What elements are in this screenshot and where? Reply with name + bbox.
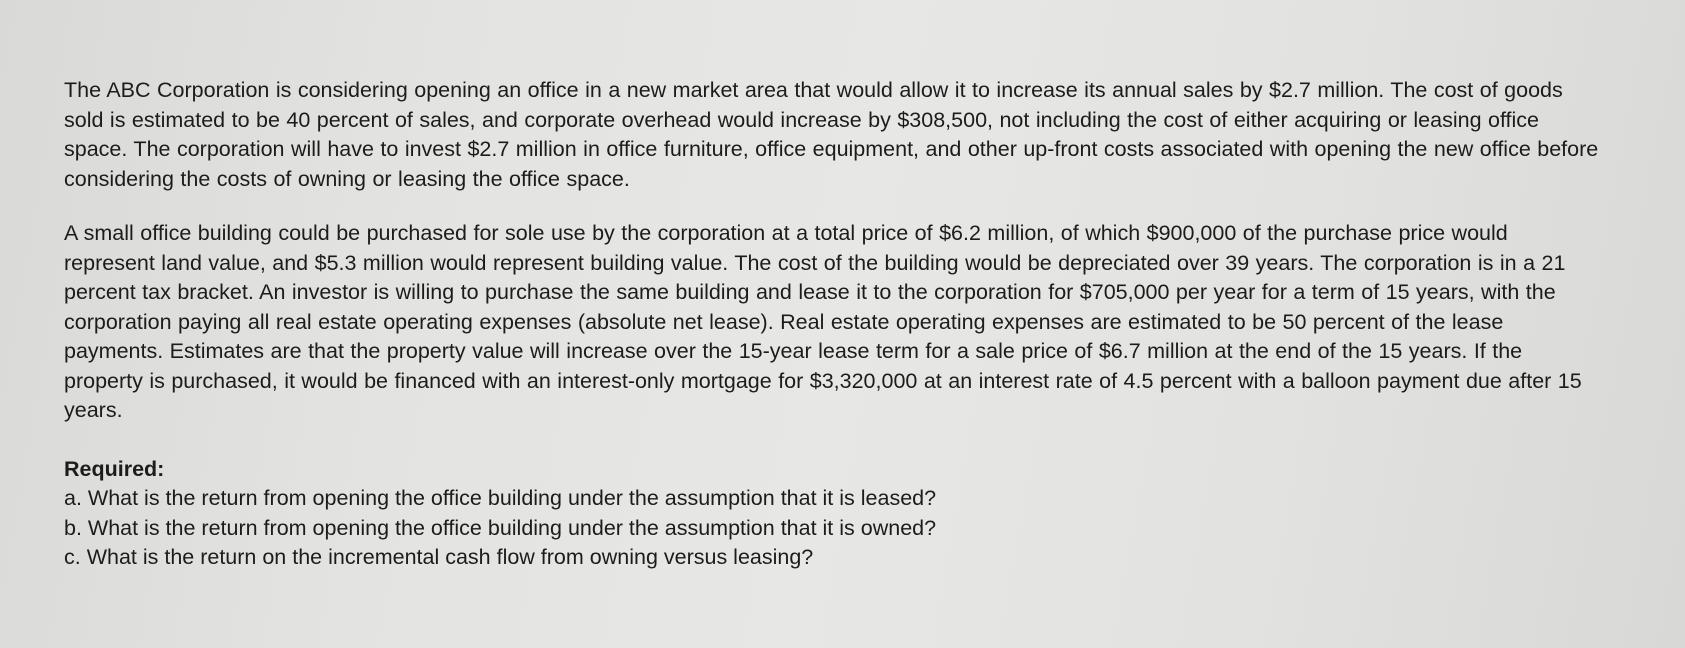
- question-a: a. What is the return from opening the office building under the assumption that it is leased?: [64, 486, 937, 510]
- paragraph-scenario: The ABC Corporation is considering opening an office in a new market area that would allow it to increase its annual sales by $2.7 million. The cost of goods sold is estimated to be 40 percent of sales, and corporate overhead would increase by $308,500, not including the cost of either acquiring or leasing office space. The corporation will have to invest $2.7 million in office furniture, office equipment, and other up-front costs associated with opening the new office before considering the costs of owning or leasing the office space.: [64, 78, 1599, 191]
- required-section: [64, 455, 1604, 573]
- question-list: [64, 484, 1604, 573]
- required-heading: Required:: [64, 456, 165, 481]
- problem-text: [64, 76, 1604, 573]
- question-c: c. What is the return on the incremental cash flow from owning versus leasing?: [64, 545, 814, 569]
- question-b: b. What is the return from opening the office building under the assumption that it is owned?: [64, 515, 937, 540]
- paragraph-building-details: A small office building could be purchased for sole use by the corporation at a total price of $6.2 million, of which $900,000 of the purchase price would represent land value, and $5.3 million would represent building value. The cost of the building would be depreciated over 39 years. The corporation is in a 21 percent tax bracket. An investor is willing to purchase the same building and lease it to the corporation for $705,000 per year for a term of 15 years, with the corporation paying all real estate operating expenses (absolute net lease). Real estate operating expenses are estimated to be 50 percent of the lease payments. Estimates are that the property value will increase over the 15-year lease term for a sale price of $6.7 million at the end of the 15 years. If the property is purchased, it would be financed with an interest-only mortgage for $3,320,000 at an interest rate of 4.5 percent with a balloon payment due after 15 years.: [64, 221, 1582, 422]
